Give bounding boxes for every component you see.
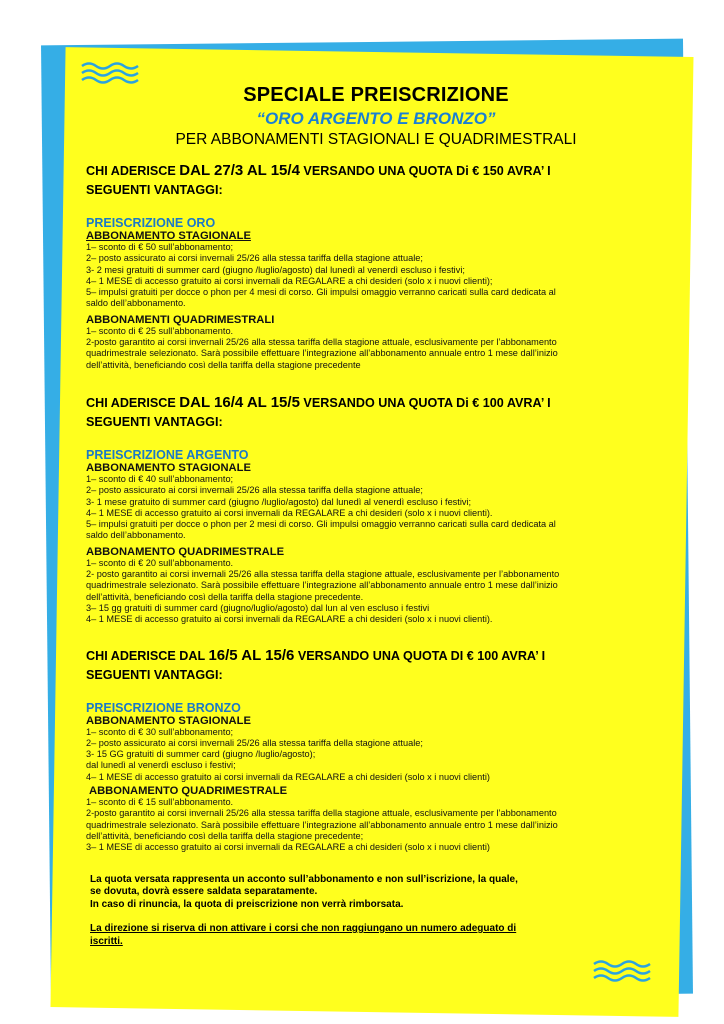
argento-offer-dates: DAL 16/4 AL 15/5 — [179, 393, 300, 411]
list-item: 2- posto garantito ai corsi invernali 25/26 alla stessa tariffa della stagione attuale, esclusivamente per l’abbonamento — [86, 569, 560, 580]
page-subtitle-2: PER ABBONAMENTI STAGIONALI E QUADRIMESTRALI — [175, 131, 577, 148]
argento-stagionale-list — [86, 474, 666, 542]
list-item: 3– 15 gg gratuiti di summer card (giugno/luglio/agosto) dal lun al ven escluso i festivi — [86, 602, 430, 613]
list-item: 3- 15 GG gratuiti di summer card (giugno /luglio/agosto); — [86, 749, 316, 760]
list-item: 1– sconto di € 40 sull’abbonamento; — [86, 473, 234, 484]
bronzo-offer-line2: SEGUENTI VANTAGGI: — [86, 667, 223, 682]
argento-tier-title: PREISCRIZIONE ARGENTO — [86, 447, 249, 462]
oro-quadrimestrali-list — [86, 326, 666, 371]
argento-quadrimestrale-title: ABBONAMENTO QUADRIMESTRALE — [86, 545, 285, 558]
list-item: quadrimestrale selezionato. Sarà possibile effettuare l’integrazione all’abbonamento annuale entro 1 mese dall’inizio — [86, 580, 558, 591]
list-item: 2– posto assicurato ai corsi invernali 25/26 alla stessa tariffa della stagione attuale; — [86, 485, 423, 496]
oro-stagionale-list — [86, 242, 666, 310]
oro-offer-post: VERSANDO UNA QUOTA Di € 150 AVRA’ I — [299, 164, 551, 178]
waves-top-icon — [80, 62, 140, 84]
bronzo-offer-post: VERSANDO UNA QUOTA DI € 100 AVRA’ I — [294, 648, 546, 663]
bronzo-stagionale-title: ABBONAMENTO STAGIONALE — [86, 714, 251, 727]
note-line: La quota versata rappresenta un acconto sull’abbonamento e non sull’iscrizione, la quale, — [90, 873, 518, 885]
list-item: 3- 2 mesi gratuiti di summer card (giugno /luglio/agosto) dal lunedì al venerdì escluso i festivi; — [86, 264, 465, 275]
argento-offer — [86, 393, 666, 413]
note-line: se dovuta, dovrà essere saldata separatamente. — [90, 886, 318, 897]
oro-quadrimestrali-title: ABBONAMENTI QUADRIMESTRALI — [86, 313, 275, 326]
disclaimer — [90, 923, 666, 948]
list-item: dal lunedì al venerdì escluso i festivi; — [86, 760, 236, 771]
oro-offer-dates: DAL 27/3 AL 15/4 — [179, 162, 300, 179]
list-item: dell’attività, beneficiando così della tariffa della stagione precedente — [86, 359, 361, 370]
list-item: 1– sconto di € 20 sull’abbonamento. — [86, 557, 234, 568]
list-item: 1– sconto di € 25 sull’abbonamento. — [86, 325, 234, 336]
section-argento — [86, 393, 666, 626]
list-item: 5– impulsi gratuiti per docce o phon per 2 mesi di corso. Gli impulsi omaggio verranno caricati sulla card dedicata al — [86, 519, 556, 530]
list-item: dell’attività, beneficiando così della tariffa della stagione precedente. — [86, 591, 364, 602]
bronzo-stagionale-list — [86, 727, 666, 783]
argento-offer-pre: CHI ADERISCE — [86, 395, 180, 410]
list-item: 1– sconto di € 15 sull’abbonamento. — [86, 797, 234, 808]
list-item: quadrimestrale selezionato. Sarà possibile effettuare l’integrazione all’abbonamento annuale entro 1 mese dall’inizio — [86, 819, 558, 830]
list-item: 2– posto assicurato ai corsi invernali 25/26 alla stessa tariffa della stagione attuale; — [86, 253, 423, 264]
argento-offer-post: VERSANDO UNA QUOTA Di € 100 AVRA’ I — [299, 395, 551, 410]
section-bronzo — [86, 646, 666, 854]
bronzo-offer-pre: CHI ADERISCE DAL — [86, 648, 209, 663]
list-item: 2-posto garantito ai corsi invernali 25/26 alla stessa tariffa della stagione attuale, esclusivamente per l’abbonamento — [86, 337, 557, 348]
oro-stagionale-title: ABBONAMENTO STAGIONALE — [86, 230, 251, 242]
disclaimer-line: iscritti. — [90, 935, 123, 947]
argento-stagionale-title: ABBONAMENTO STAGIONALE — [86, 461, 251, 474]
page-title: SPECIALE PREISCRIZIONE — [243, 84, 509, 106]
bronzo-quadrimestrale-title: ABBONAMENTO QUADRIMESTRALE — [89, 785, 288, 798]
page-subtitle: “ORO ARGENTO E BRONZO” — [256, 109, 496, 128]
list-item: 2– posto assicurato ai corsi invernali 25/26 alla stessa tariffa della stagione attuale; — [86, 737, 423, 748]
list-item: 4– 1 MESE di accesso gratuito ai corsi invernali da REGALARE a chi desideri (solo x i nuovi clienti); — [86, 275, 493, 286]
list-item: 3- 1 mese gratuito di summer card (giugno /luglio/agosto) dal lunedì al venerdì escluso i festivi; — [86, 496, 472, 507]
waves-bottom-icon — [592, 960, 652, 982]
list-item: 1– sconto di € 50 sull’abbonamento; — [86, 242, 234, 252]
list-item: 2-posto garantito ai corsi invernali 25/26 alla stessa tariffa della stagione attuale, esclusivamente per l’abbonamento — [86, 808, 557, 819]
oro-offer-line2: SEGUENTI VANTAGGI: — [86, 183, 223, 197]
flyer-content — [86, 84, 666, 948]
oro-tier-title: PREISCRIZIONE ORO — [86, 216, 216, 230]
bronzo-offer — [86, 646, 666, 666]
list-item: quadrimestrale selezionato. Sarà possibile effettuare l’integrazione all’abbonamento annuale entro 1 mese dall’inizio — [86, 348, 558, 359]
argento-quadrimestrale-list — [86, 558, 666, 626]
bronzo-quadrimestrale-list — [86, 797, 666, 853]
list-item: 4– 1 MESE di accesso gratuito ai corsi invernali da REGALARE a chi desideri (solo x i nuovi clienti). — [86, 507, 493, 518]
note-line: In caso di rinuncia, la quota di preiscrizione non verrà rimborsata. — [90, 898, 404, 910]
list-item: saldo dell’abbonamento. — [86, 298, 186, 309]
bronzo-offer-dates: 16/5 AL 15/6 — [208, 646, 295, 664]
list-item: dell’attività, beneficiando così della tariffa della stagione precedente; — [86, 830, 364, 841]
disclaimer-line: La direzione si riserva di non attivare i corsi che non raggiungano un numero adeguato di — [90, 923, 517, 934]
list-item: 3– 1 MESE di accesso gratuito ai corsi invernali da REGALARE a chi desideri (solo x i nuovi clienti) — [86, 842, 490, 853]
notes-section — [86, 874, 666, 949]
list-item: 1– sconto di € 30 sull’abbonamento; — [86, 726, 234, 737]
list-item: 4– 1 MESE di accesso gratuito ai corsi invernali da REGALARE a chi desideri (solo x i nuovi clienti) — [86, 771, 490, 782]
oro-offer — [86, 161, 666, 181]
list-item: saldo dell’abbonamento. — [86, 530, 186, 541]
argento-offer-line2: SEGUENTI VANTAGGI: — [86, 414, 223, 429]
section-oro — [86, 161, 666, 371]
oro-offer-pre: CHI ADERISCE — [86, 164, 180, 178]
list-item: 5– impulsi gratuiti per docce o phon per 4 mesi di corso. Gli impulsi omaggio verranno caricati sulla card dedicata al — [86, 287, 556, 298]
list-item: 4– 1 MESE di accesso gratuito ai corsi invernali da REGALARE a chi desideri (solo x i nuovi clienti). — [86, 614, 493, 625]
bronzo-tier-title: PREISCRIZIONE BRONZO — [86, 700, 241, 715]
